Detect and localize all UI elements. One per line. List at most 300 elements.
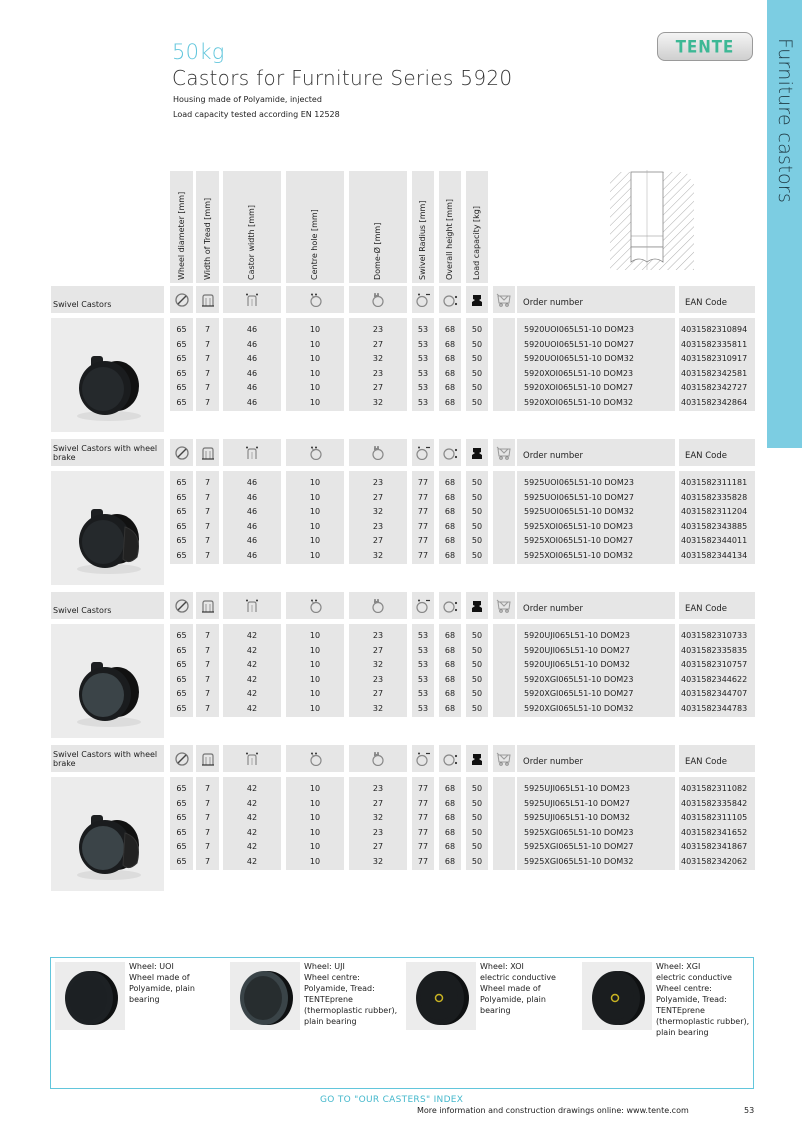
data-column-tread-width <box>196 624 219 717</box>
data-column-overall-height <box>439 471 461 564</box>
order-number: 5925UJI065L51-10 DOM27 <box>524 798 630 808</box>
table-cell: 68 <box>444 784 456 793</box>
table-cell: 68 <box>444 856 456 866</box>
column-header-tread-width <box>196 171 219 283</box>
table-cell: 46 <box>246 550 258 560</box>
table-cell: 32 <box>372 550 384 560</box>
table-cell: 32 <box>372 354 384 364</box>
ean-code: 4031582341867 <box>681 842 748 852</box>
table-cell: 68 <box>444 645 456 655</box>
centre-hole-drawing <box>606 170 696 270</box>
data-column-ean-code <box>679 318 755 411</box>
table-cell: 53 <box>417 703 429 713</box>
order-number: 5920UJI065L51-10 DOM32 <box>524 660 630 670</box>
order-number: 5925XGI065L51-10 DOM32 <box>524 856 634 866</box>
wheel-photo <box>230 962 300 1030</box>
table-cell: 65 <box>176 645 187 655</box>
table-cell: 65 <box>176 492 187 502</box>
wheel-photo <box>582 962 652 1030</box>
table-cell: 53 <box>417 689 429 699</box>
table-cell: 7 <box>204 784 211 793</box>
table-cell: 65 <box>176 689 187 699</box>
table-cell: 68 <box>444 703 456 713</box>
table-cell: 27 <box>372 798 384 808</box>
table-cell: 77 <box>417 813 429 823</box>
table-cell: 32 <box>372 507 384 517</box>
overall-height-icon <box>439 745 461 772</box>
table-cell: 68 <box>444 383 456 393</box>
table-cell: 10 <box>309 660 321 670</box>
table-cell: 10 <box>309 784 321 793</box>
table-cell: 65 <box>176 784 187 793</box>
table-cell: 42 <box>246 827 258 837</box>
wheel-description-line: (thermoplastic rubber), <box>304 1006 398 1015</box>
ean-code: 4031582344622 <box>681 674 748 684</box>
table-cell: 32 <box>372 660 384 670</box>
table-cell: 46 <box>246 492 258 502</box>
wheel-name: Wheel: XGI <box>656 962 701 971</box>
table-cell: 77 <box>417 536 429 546</box>
ean-code: 4031582311082 <box>681 784 748 793</box>
table-cell: 7 <box>204 478 211 487</box>
castor-width-icon <box>223 592 281 619</box>
ean-code: 4031582342864 <box>681 397 748 407</box>
table-cell: 10 <box>309 550 321 560</box>
data-column-overall-height <box>439 777 461 870</box>
table-cell: 23 <box>372 784 384 793</box>
column-header-castor-width <box>223 171 281 283</box>
table-cell: 77 <box>417 492 429 502</box>
side-tab-label: Furniture castors <box>774 38 796 204</box>
table-cell: 42 <box>246 703 258 713</box>
data-column-wheel-diameter <box>170 318 193 411</box>
table-cell: 10 <box>309 354 321 364</box>
table-cell: 42 <box>246 842 258 852</box>
table-cell: 10 <box>309 813 321 823</box>
table-cell: 68 <box>444 368 456 378</box>
swivel-radius-icon <box>412 745 434 772</box>
order-number: 5920UJI065L51-10 DOM23 <box>524 631 630 640</box>
table-cell: 77 <box>417 842 429 852</box>
table-cell: 65 <box>176 354 187 364</box>
table-cell: 50 <box>471 550 483 560</box>
table-cell: 27 <box>372 645 384 655</box>
table-cell: 27 <box>372 492 384 502</box>
table-cell: 46 <box>246 536 258 546</box>
order-number: 5920XOI065L51-10 DOM27 <box>524 383 634 393</box>
data-column-overall-height <box>439 624 461 717</box>
table-cell: 7 <box>204 339 211 349</box>
table-cell: 50 <box>471 813 483 823</box>
table-cell: 77 <box>417 507 429 517</box>
order-number-header: Order number <box>517 592 675 619</box>
table-cell: 65 <box>176 325 187 334</box>
ean-code: 4031582342581 <box>681 368 748 378</box>
data-column-wheel-diameter <box>170 624 193 717</box>
table-cell: 50 <box>471 660 483 670</box>
castor-photo <box>51 624 164 738</box>
data-column-centre-hole <box>286 624 344 717</box>
ean-code: 4031582310917 <box>681 354 748 364</box>
wheel-photo <box>55 962 125 1030</box>
data-column-load-capacity <box>466 777 488 870</box>
overall-height-icon <box>439 439 461 466</box>
data-column-ean-code <box>679 471 755 564</box>
table-cell: 10 <box>309 798 321 808</box>
page-title: Castors for Furniture Series 5920 <box>172 66 513 90</box>
column-header-dome <box>349 171 407 283</box>
table-cell: 10 <box>309 703 321 713</box>
table-cell: 50 <box>471 674 483 684</box>
table-cell: 68 <box>444 339 456 349</box>
group-label: Swivel Castors <box>51 286 164 313</box>
data-column-centre-hole <box>286 318 344 411</box>
table-cell: 10 <box>309 478 321 487</box>
table-cell: 50 <box>471 536 483 546</box>
trolley-icon <box>493 745 515 772</box>
column-header-swivel-radius <box>412 171 434 283</box>
table-cell: 42 <box>246 856 258 866</box>
table-cell: 68 <box>444 842 456 852</box>
table-cell: 50 <box>471 507 483 517</box>
data-column-castor-width <box>223 624 281 717</box>
column-header-label: Width of Tread [mm] <box>202 197 212 280</box>
table-cell: 50 <box>471 798 483 808</box>
table-cell: 10 <box>309 645 321 655</box>
data-column-dome <box>349 471 407 564</box>
table-cell: 65 <box>176 856 187 866</box>
ean-code: 4031582343885 <box>681 521 748 531</box>
table-cell: 65 <box>176 631 187 640</box>
data-column-tread-width <box>196 777 219 870</box>
table-cell: 53 <box>417 397 429 407</box>
tente-logo <box>657 32 753 61</box>
table-cell: 7 <box>204 492 211 502</box>
table-cell: 7 <box>204 645 211 655</box>
table-cell: 10 <box>309 339 321 349</box>
table-cell: 27 <box>372 536 384 546</box>
group-label: Swivel Castors with wheel brake <box>51 745 164 772</box>
table-cell: 68 <box>444 660 456 670</box>
table-cell: 68 <box>444 689 456 699</box>
load-capacity-icon <box>466 286 488 313</box>
table-cell: 65 <box>176 383 187 393</box>
data-column-order-number <box>517 318 675 411</box>
load-capacity-icon <box>466 592 488 619</box>
wheel-description-line: Wheel centre: <box>656 984 712 993</box>
column-header-overall-height <box>439 171 461 283</box>
table-cell: 50 <box>471 631 483 640</box>
table-cell: 53 <box>417 631 429 640</box>
ean-code: 4031582310733 <box>681 631 748 640</box>
ean-code: 4031582335811 <box>681 339 748 349</box>
table-cell: 42 <box>246 645 258 655</box>
ean-code-header: EAN Code <box>679 745 755 772</box>
order-number: 5925UOI065L51-10 DOM23 <box>524 478 634 487</box>
table-cell: 7 <box>204 842 211 852</box>
overall-height-icon <box>439 592 461 619</box>
group-label: Swivel Castors <box>51 592 164 619</box>
wheel-description <box>129 961 227 1005</box>
wheel-description-line: Wheel made of <box>480 984 541 993</box>
column-header-centre-hole <box>286 171 344 283</box>
table-cell: 53 <box>417 368 429 378</box>
order-number: 5925XOI065L51-10 DOM32 <box>524 550 634 560</box>
table-cell: 10 <box>309 521 321 531</box>
table-cell: 68 <box>444 478 456 487</box>
wheel-description-line: Polyamide, Tread: <box>656 995 727 1004</box>
wheel-description-line: Polyamide, plain <box>480 995 546 1004</box>
order-number: 5920UOI065L51-10 DOM32 <box>524 354 634 364</box>
centre-hole-icon <box>286 286 344 313</box>
table-cell: 50 <box>471 325 483 334</box>
data-column-swivel-radius <box>412 471 434 564</box>
table-cell: 65 <box>176 478 187 487</box>
table-cell: 42 <box>246 631 258 640</box>
table-cell: 68 <box>444 550 456 560</box>
table-cell: 10 <box>309 842 321 852</box>
wheel-description-line: plain bearing <box>304 1017 357 1026</box>
table-cell: 42 <box>246 674 258 684</box>
casters-index-link[interactable]: GO TO "OUR CASTERS" INDEX <box>320 1095 464 1105</box>
load-capacity-icon <box>466 745 488 772</box>
castor-width-icon <box>223 439 281 466</box>
order-number: 5925UJI065L51-10 DOM23 <box>524 784 630 793</box>
table-cell: 50 <box>471 856 483 866</box>
order-number: 5920UJI065L51-10 DOM27 <box>524 645 630 655</box>
table-cell: 7 <box>204 383 211 393</box>
swivel-radius-icon <box>412 286 434 313</box>
table-cell: 46 <box>246 478 258 487</box>
trolley-icon <box>493 592 515 619</box>
table-cell: 23 <box>372 674 384 684</box>
order-number: 5920XGI065L51-10 DOM32 <box>524 703 634 713</box>
table-cell: 32 <box>372 397 384 407</box>
wheel-description <box>304 961 402 1027</box>
wheel-diameter-icon <box>170 439 193 466</box>
ean-code: 4031582311105 <box>681 813 748 823</box>
wheel-description-line: electric conductive <box>656 973 732 982</box>
data-column-load-capacity <box>466 471 488 564</box>
table-cell: 42 <box>246 660 258 670</box>
tread-width-icon <box>196 286 219 313</box>
wheel-description-line: Polyamide, plain <box>129 984 195 993</box>
table-cell: 7 <box>204 550 211 560</box>
dome-icon <box>349 592 407 619</box>
ean-code-header: EAN Code <box>679 439 755 466</box>
side-tab-furniture-castors[interactable] <box>767 0 802 448</box>
table-cell: 68 <box>444 492 456 502</box>
data-column-dome <box>349 318 407 411</box>
table-cell: 23 <box>372 368 384 378</box>
table-cell: 27 <box>372 842 384 852</box>
table-cell: 77 <box>417 784 429 793</box>
wheel-description-line: TENTEprene <box>304 995 353 1004</box>
table-cell: 32 <box>372 703 384 713</box>
table-cell: 68 <box>444 521 456 531</box>
castor-with-brake-photo <box>51 777 164 891</box>
table-cell: 68 <box>444 813 456 823</box>
page-number: 53 <box>744 1106 755 1115</box>
centre-hole-icon <box>286 439 344 466</box>
wheel-description-line: Polyamide, Tread: <box>304 984 375 993</box>
swivel-radius-icon <box>412 439 434 466</box>
table-cell: 10 <box>309 631 321 640</box>
dome-icon <box>349 286 407 313</box>
order-number: 5920XOI065L51-10 DOM32 <box>524 397 634 407</box>
swivel-radius-icon <box>412 592 434 619</box>
ean-code: 4031582344783 <box>681 703 748 713</box>
tread-width-icon <box>196 745 219 772</box>
centre-hole-icon <box>286 592 344 619</box>
table-cell: 10 <box>309 397 321 407</box>
data-column-wheel-diameter <box>170 777 193 870</box>
table-cell: 7 <box>204 521 211 531</box>
ean-code: 4031582335828 <box>681 492 748 502</box>
table-cell: 77 <box>417 827 429 837</box>
table-cell: 65 <box>176 827 187 837</box>
data-column-load-capacity <box>466 624 488 717</box>
table-cell: 50 <box>471 339 483 349</box>
column-header-wheel-diameter <box>170 171 193 283</box>
column-header-label: Dome-Ø [mm] <box>373 222 382 280</box>
table-cell: 53 <box>417 383 429 393</box>
table-cell: 53 <box>417 325 429 334</box>
ean-code: 4031582342062 <box>681 856 748 866</box>
table-cell: 10 <box>309 689 321 699</box>
table-cell: 46 <box>246 368 258 378</box>
table-cell: 77 <box>417 550 429 560</box>
data-column-castor-width <box>223 318 281 411</box>
table-cell: 68 <box>444 354 456 364</box>
group-label: Swivel Castors with wheel brake <box>51 439 164 466</box>
data-column-centre-hole <box>286 471 344 564</box>
table-cell: 7 <box>204 397 211 407</box>
order-number: 5920XGI065L51-10 DOM27 <box>524 689 634 699</box>
table-cell: 77 <box>417 856 429 866</box>
data-column-ean-code <box>679 624 755 717</box>
wheel-diameter-icon <box>170 745 193 772</box>
table-cell: 23 <box>372 521 384 531</box>
table-cell: 7 <box>204 674 211 684</box>
table-cell: 50 <box>471 383 483 393</box>
table-cell: 10 <box>309 536 321 546</box>
table-cell: 23 <box>372 325 384 334</box>
order-number: 5925XGI065L51-10 DOM27 <box>524 842 634 852</box>
logo-text: TENTE <box>675 36 735 57</box>
order-number-header: Order number <box>517 439 675 466</box>
table-cell: 7 <box>204 368 211 378</box>
ean-code: 4031582344134 <box>681 550 748 560</box>
data-column-swivel-radius <box>412 624 434 717</box>
table-cell: 7 <box>204 703 211 713</box>
table-cell: 65 <box>176 550 187 560</box>
data-column-swivel-radius <box>412 777 434 870</box>
data-column-centre-hole <box>286 777 344 870</box>
order-number: 5925XOI065L51-10 DOM27 <box>524 536 634 546</box>
table-cell: 46 <box>246 521 258 531</box>
table-cell: 65 <box>176 507 187 517</box>
data-column-blank <box>493 471 515 564</box>
table-cell: 53 <box>417 339 429 349</box>
castor-with-brake-photo <box>51 471 164 585</box>
table-cell: 7 <box>204 856 211 866</box>
wheel-description-line: Wheel made of <box>129 973 190 982</box>
table-cell: 42 <box>246 689 258 699</box>
table-cell: 50 <box>471 842 483 852</box>
footer-info: More information and construction drawings online: www.tente.com <box>417 1106 689 1115</box>
order-number: 5920XOI065L51-10 DOM23 <box>524 368 634 378</box>
wheel-description <box>656 961 754 1038</box>
table-cell: 10 <box>309 827 321 837</box>
data-column-blank <box>493 318 515 411</box>
table-cell: 27 <box>372 339 384 349</box>
column-header-label: Overall height [mm] <box>445 198 454 280</box>
table-cell: 65 <box>176 798 187 808</box>
table-cell: 68 <box>444 325 456 334</box>
table-cell: 27 <box>372 689 384 699</box>
trolley-icon <box>493 286 515 313</box>
wheel-name: Wheel: UOI <box>129 962 174 971</box>
ean-code: 4031582310757 <box>681 660 748 670</box>
ean-code: 4031582342727 <box>681 383 748 393</box>
weight-heading: 50kg <box>172 40 225 64</box>
data-column-load-capacity <box>466 318 488 411</box>
subtitle-housing: Housing made of Polyamide, injected <box>173 95 322 104</box>
table-cell: 23 <box>372 827 384 837</box>
data-column-order-number <box>517 777 675 870</box>
table-cell: 50 <box>471 354 483 364</box>
tread-width-icon <box>196 439 219 466</box>
trolley-icon <box>493 439 515 466</box>
load-capacity-icon <box>466 439 488 466</box>
ean-code: 4031582341652 <box>681 827 748 837</box>
data-column-ean-code <box>679 777 755 870</box>
table-cell: 46 <box>246 354 258 364</box>
table-cell: 65 <box>176 521 187 531</box>
column-header-load-capacity <box>466 171 488 283</box>
table-cell: 7 <box>204 536 211 546</box>
table-cell: 50 <box>471 645 483 655</box>
table-cell: 10 <box>309 674 321 684</box>
data-column-blank <box>493 624 515 717</box>
wheel-legend <box>50 957 754 1089</box>
table-cell: 50 <box>471 703 483 713</box>
table-cell: 10 <box>309 368 321 378</box>
table-cell: 42 <box>246 798 258 808</box>
table-cell: 68 <box>444 507 456 517</box>
wheel-description-line: TENTEprene <box>656 1006 705 1015</box>
wheel-photo <box>406 962 476 1030</box>
wheel-description <box>480 961 578 1016</box>
table-cell: 50 <box>471 492 483 502</box>
wheel-name: Wheel: XOI <box>480 962 524 971</box>
ean-code-header: EAN Code <box>679 592 755 619</box>
data-column-dome <box>349 624 407 717</box>
table-cell: 7 <box>204 660 211 670</box>
column-header-label: Wheel diameter [mm] <box>176 191 186 280</box>
table-cell: 65 <box>176 813 187 823</box>
wheel-description-line: bearing <box>480 1006 511 1015</box>
table-cell: 32 <box>372 856 384 866</box>
wheel-description-line: bearing <box>129 995 160 1004</box>
data-column-order-number <box>517 624 675 717</box>
table-cell: 10 <box>309 492 321 502</box>
ean-code: 4031582344011 <box>681 536 748 546</box>
table-cell: 50 <box>471 521 483 531</box>
data-column-swivel-radius <box>412 318 434 411</box>
wheel-diameter-icon <box>170 286 193 313</box>
